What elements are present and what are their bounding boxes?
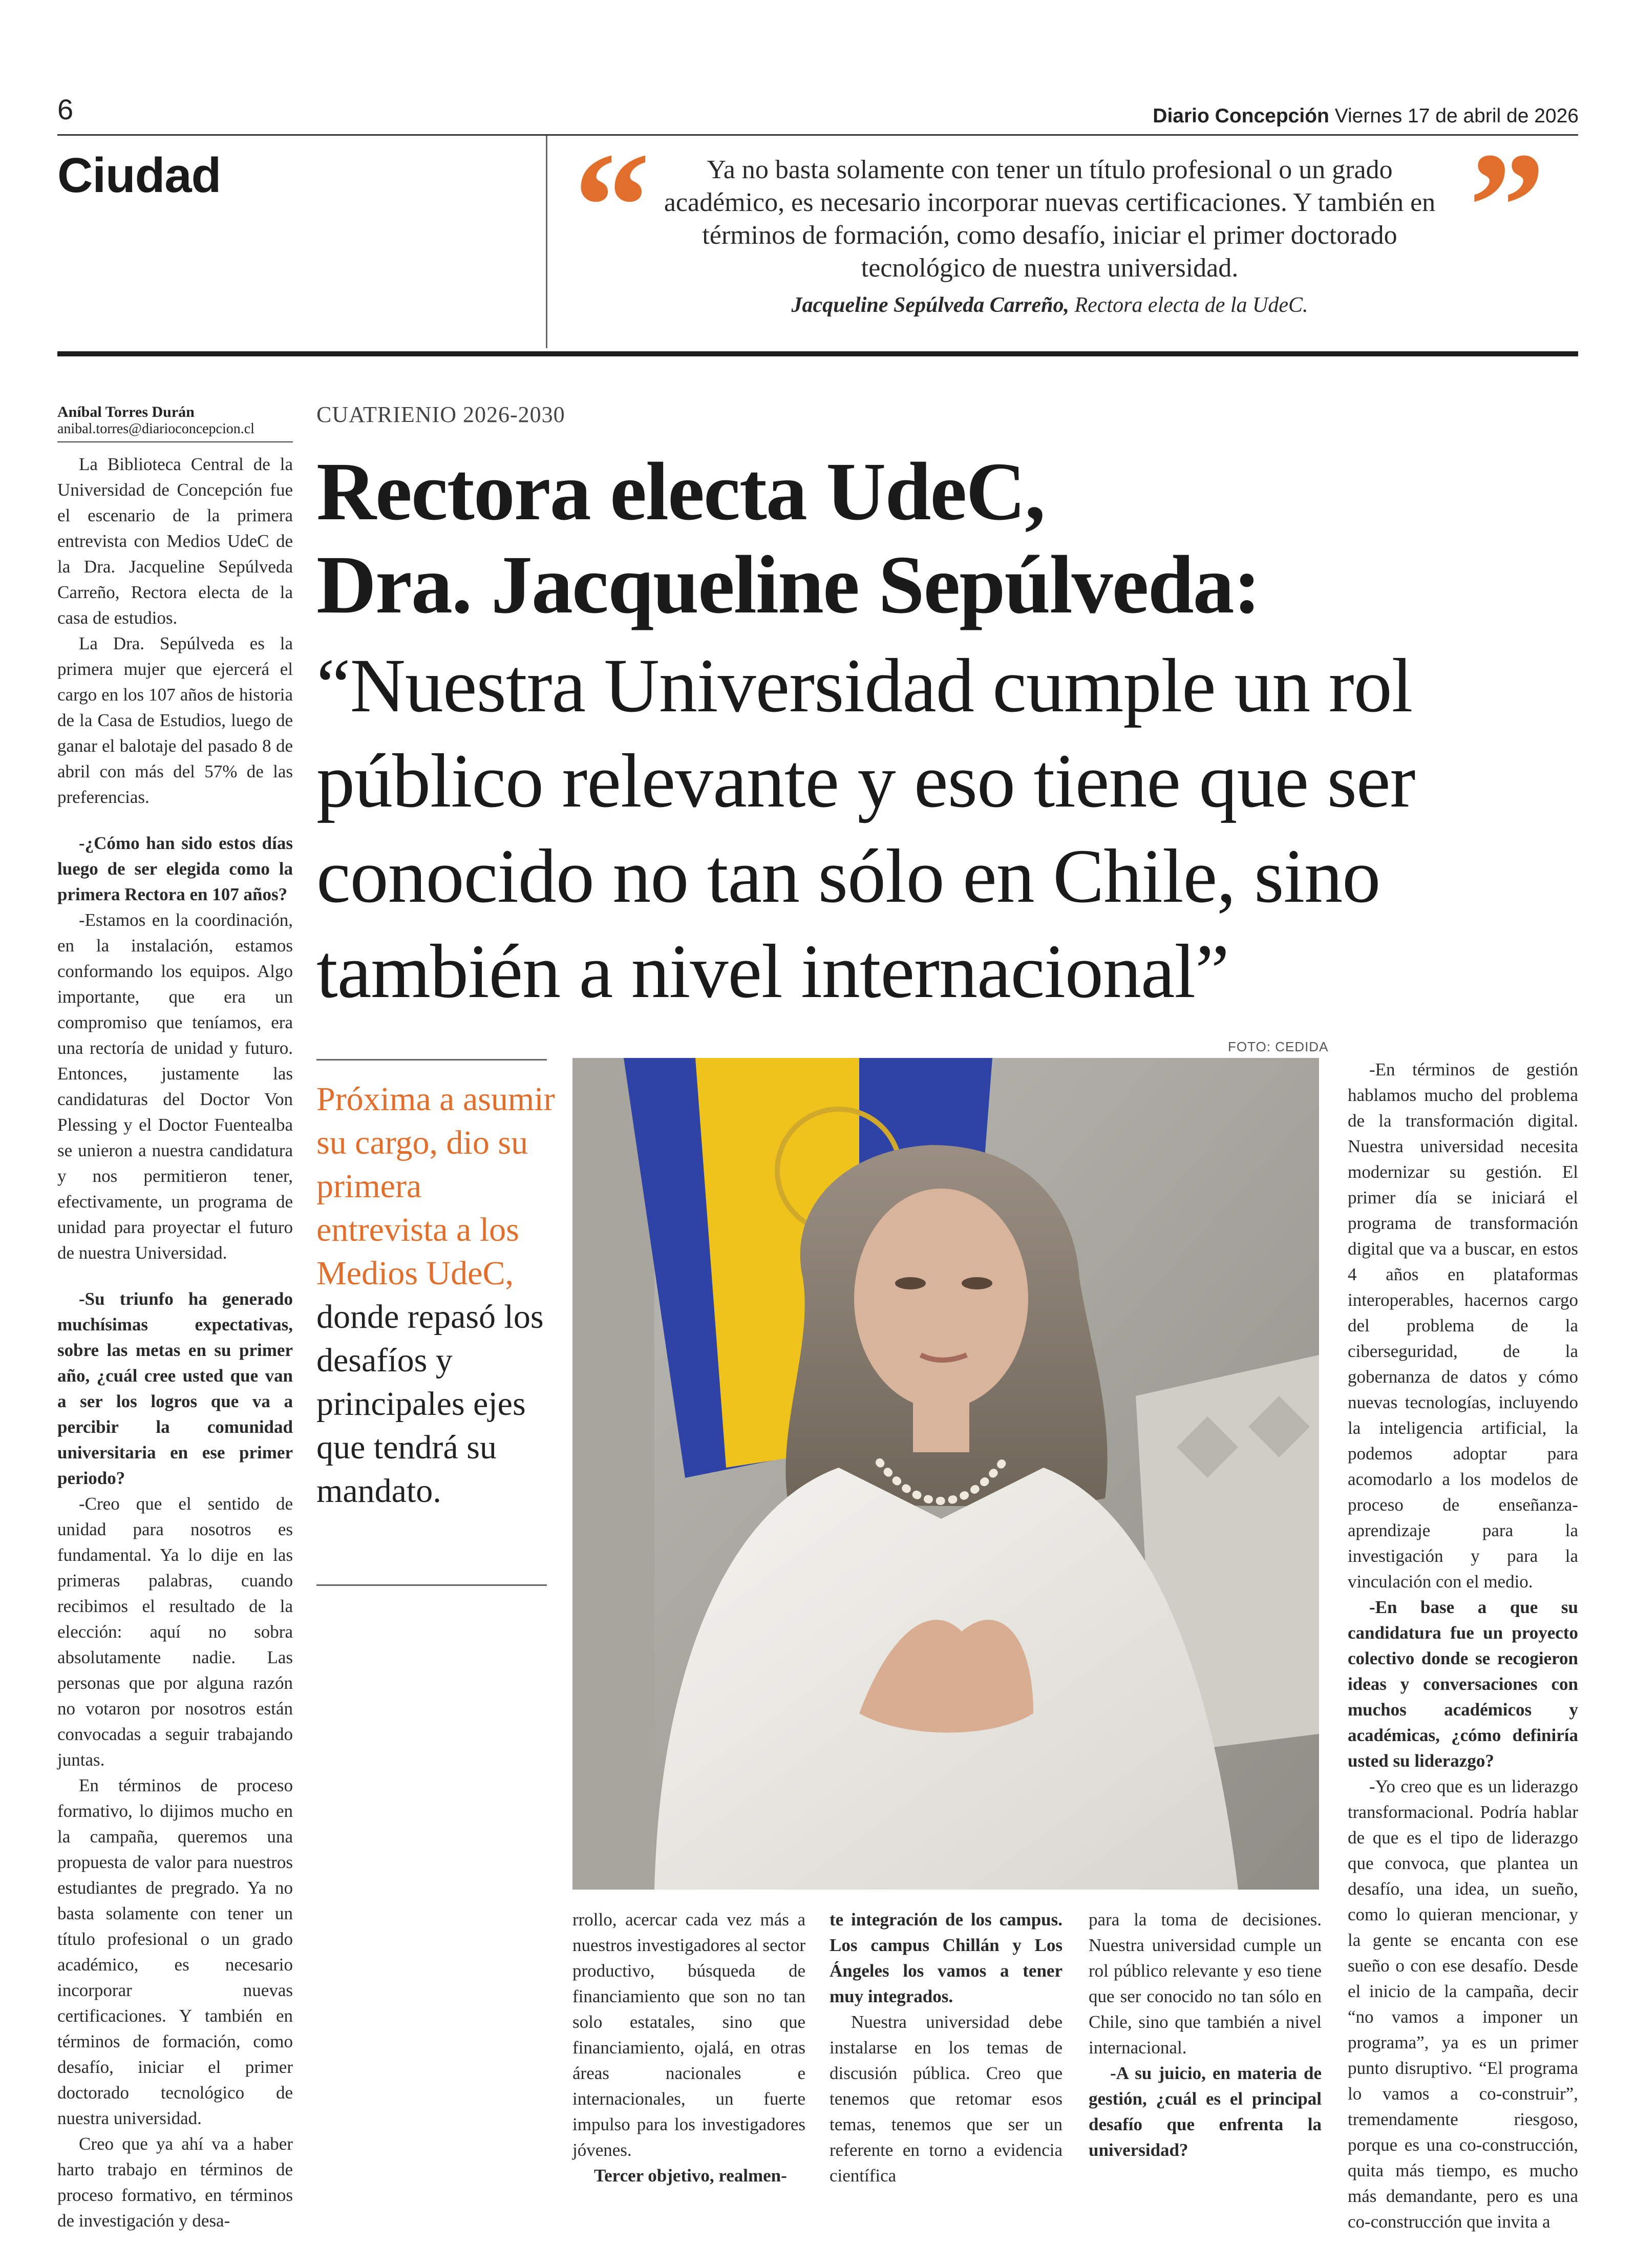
lead-rule-bottom: [316, 1584, 547, 1586]
article-paragraph: -Creo que el sentido de unidad para nosotros es fundamental. Ya lo dije en las primeras palabras, cuando recibimos el resultado de la elección: aquí no sobra absolutamente nadie. Las personas que por alguna razón no votaron por nosotros están convocadas a seguir trabajando juntas.: [57, 1494, 293, 1770]
interview-question: -¿Cómo han sido estos días luego de ser elegida como la primera Rectora en 107 años?: [57, 833, 293, 904]
article-paragraph: En términos de proceso formativo, lo dijimos mucho en la campaña, queremos una propuesta de valor para nuestros estudiantes de pregrado. Ya no basta solamente con tener un título profesional o un grado académico, es necesario incorporar nuevas certificaciones. Y también en términos de formación, como desafío, iniciar el primer doctorado tecnológico de nuestra universidad.: [57, 1775, 293, 2128]
article-paragraph: Creo que ya ahí va a haber harto trabajo en términos de proceso formativo, en términos de investigación y desa-: [57, 2134, 293, 2231]
article-paragraph: La Dra. Sepúlveda es la primera mujer que ejercerá el cargo en los 107 años de historia de la Casa de Estudios, luego de ganar el balotaje del pasado 8 de abril con más del 57% de las preferencias.: [57, 633, 293, 807]
pullquote-author-role: Rectora electa de la UdeC.: [1074, 293, 1308, 317]
interview-question: -Su triunfo ha generado muchísimas expectativas, sobre las metas en su primer año, ¿cuál cree usted que van a ser los logros que va a percibir la comunidad universitaria en ese primer periodo?: [57, 1289, 293, 1488]
article-paragraph: Tercer objetivo, realmen-: [594, 2166, 787, 2186]
article-paragraph: -Estamos en la coordinación, en la instalación, estamos conformando los equipos. Algo importante, que era un compromiso que teníamos, era una rectoría de unidad y futuro. Entonces, justamente las candidaturas del Doctor Von Plessing y el Doctor Fuentealba se unieron a nuestra candidatura y nos permitieron tener, efectivamente, un programa de unidad para proyectar el futuro de nuestra Universidad.: [57, 910, 293, 1263]
open-quote-icon: “: [573, 121, 650, 291]
portrait-photo: [572, 1058, 1319, 1890]
article-paragraph: para la toma de decisiones. Nuestra universidad cumple un rol público relevante y eso tiene que ser conocido no tan sólo en Chile, sino que también a nivel internacional.: [1089, 1910, 1322, 2058]
article-column-bottom-3: [1089, 1907, 1322, 2163]
portrait-illustration: [572, 1058, 1319, 1890]
article-paragraph: rrollo, acercar cada vez más a nuestros investigadores al sector productivo, búsqueda de financiamiento que son no tan solo estatales, sino que financiamiento, ojalá, en otras áreas nacionales e internacionales, un fuerte impulso para los investigadores jóvenes.: [572, 1910, 805, 2160]
byline-rule: [57, 441, 293, 442]
article-paragraph: Nuestra universidad debe instalarse en los temas de discusión pública. Creo que tenemos que retomar esos temas, tenemos que ser un referente en torno a evidencia científica: [830, 2012, 1063, 2186]
header-rule: [57, 134, 1578, 136]
page-number: 6: [57, 93, 74, 125]
article-paragraph: -Yo creo que es un liderazgo transformacional. Podría hablar de que es el tipo de liderazgo que convoca, que plantea un desafío, una idea, un sueño, como lo quieran mencionar, y la gente se encanta con ese sueño o con ese desafío. Desde el inicio de la campaña, decir “no vamos a imponer un programa”, ya es un primer punto disruptivo. “El programa lo vamos a co-construir”, tremendamente riesgoso, porque es una co-construcción, quita más tiempo, es mucho más demandante, pero es una co-construcción que invita a: [1348, 1776, 1578, 2232]
pullquote-author: [645, 292, 1454, 319]
interview-question: -En base a que su candidatura fue un proyecto colectivo donde se recogieron ideas y conversaciones con muchos académicos y académicas, ¿cómo definiría usted su liderazgo?: [1348, 1597, 1578, 1771]
article-column-right: [1348, 1057, 1578, 2235]
header-divider: [546, 136, 547, 348]
headline-line-2: Dra. Jacqueline Sepúlveda:: [316, 539, 1260, 631]
issue-date: Viernes 17 de abril de 2026: [1334, 105, 1579, 127]
byline-name: Aníbal Torres Durán: [57, 404, 195, 420]
byline-email[interactable]: anibal.torres@diarioconcepcion.cl: [57, 421, 254, 437]
article-paragraph: -En términos de gestión hablamos mucho del problema de la transformación digital. Nuestra universidad necesita modernizar su gestión. El primer día se iniciará el programa de transformación digital que va a buscar, en estos 4 años en plataformas interoperables, hacernos cargo del problema de la ciberseguridad, de la gobernanza de datos y cómo nuevas tecnologías, incluyendo la inteligencia artificial, la podemos adoptar para acomodarlo a los modelos de proceso de enseñanza-aprendizaje para la investigación y para la vinculación con el medio.: [1348, 1059, 1578, 1592]
lead-black-text: donde repasó los desafíos y principales ejes que tendrá su mandato.: [316, 1298, 544, 1510]
section-title: Ciudad: [57, 148, 221, 203]
pullquote-author-name: Jacqueline Sepúlveda Carreño,: [791, 293, 1069, 317]
article-paragraph: te integración de los campus. Los campus Chillán y Los Ángeles los vamos a tener muy integrados.: [830, 1910, 1063, 2006]
lead-rule-top: [316, 1059, 547, 1061]
headline-quote: “Nuestra Universidad cumple un rol público relevante y eso tiene que ser conocido no tan sólo en Chile, sino también a nivel internacional”: [316, 643, 1415, 1014]
lead-orange-text: Próxima a asumir su cargo, dio su primera entrevista a los Medios UdeC,: [316, 1080, 555, 1292]
close-quote-icon: ”: [1469, 121, 1545, 291]
interview-question: -A su juicio, en materia de gestión, ¿cuál es el principal desafío que enfrenta la universidad?: [1089, 2063, 1322, 2160]
article-column-bottom-1: [572, 1907, 805, 2189]
article-paragraph: La Biblioteca Central de la Universidad de Concepción fue el escenario de la primera entrevista con Medios UdeC de la Dra. Jacqueline Sepúlveda Carreño, Rectora electa de la casa de estudios.: [57, 454, 293, 628]
photo-credit: FOTO: CEDIDA: [1228, 1039, 1329, 1054]
pullquote-text: Ya no basta solamente con tener un título profesional o un grado académico, es necesario incorporar nuevas certificaciones. Y también en términos de formación, como desafío, iniciar el primer doctorado tecnológico de nuestra universidad.: [664, 155, 1436, 283]
kicker: CUATRIENIO 2026-2030: [316, 402, 565, 427]
article-column-1: [57, 452, 293, 2234]
newspaper-name: Diario Concepción: [1153, 105, 1329, 127]
header-thick-rule: [57, 351, 1578, 356]
article-column-bottom-2: [830, 1907, 1063, 2189]
headline-line-1: Rectora electa UdeC,: [316, 446, 1045, 538]
headline: [316, 446, 1260, 632]
lead-paragraph: [316, 1077, 557, 1513]
